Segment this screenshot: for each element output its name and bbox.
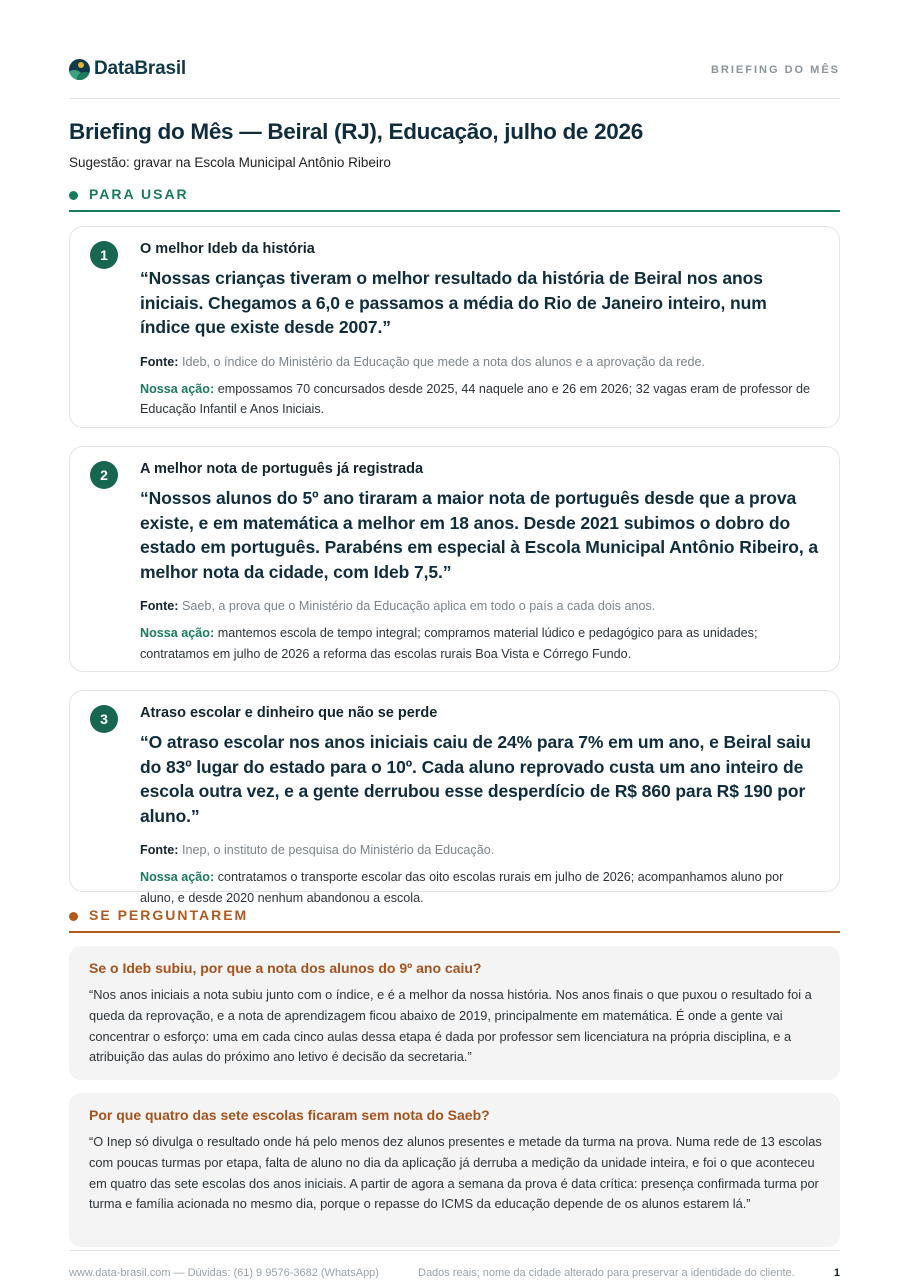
page-subtitle: Sugestão: gravar na Escola Municipal Antônio Ribeiro — [69, 155, 391, 170]
databrasil-logo-icon — [69, 59, 90, 80]
section-divider — [69, 931, 840, 933]
card-action: Nossa ação: mantemos escola de tempo integral; compramos material lúdico e pedagógico para as unidades; contratamos em julho de 2026 a reforma das escolas rurais Boa Vista e Córrego Fundo. — [140, 626, 758, 661]
qa-card — [69, 946, 840, 1080]
qa-question: Por que quatro das sete escolas ficaram sem nota do Saeb? — [89, 1107, 490, 1123]
card-heading: Atraso escolar e dinheiro que não se perde — [140, 705, 438, 721]
card-quote: “Nossas crianças tiveram o melhor resultado da história de Beiral nos anos iniciais. Chegamos a 6,0 e passamos a média do Rio de Janeiro inteiro, num índice que existe desde 2007.” — [140, 268, 767, 337]
footer-contact: www.data-brasil.com — Dúvidas: (61) 9 9576-3682 (WhatsApp) — [69, 1267, 379, 1279]
section-para-usar — [69, 186, 840, 212]
talking-point-card — [69, 226, 840, 428]
card-quote: “O atraso escolar nos anos iniciais caiu de 24% para 7% em um ano, e Beiral saiu do 83º lugar do estado para o 10º. Cada aluno reprovado custa um ano inteiro de escola outra vez, e a gente derrubou esse desperdício de R$ 860 para R$ 190 por aluno.” — [140, 732, 811, 826]
header-tag: BRIEFING DO MÊS — [710, 64, 840, 76]
section-label: SE PERGUNTAREM — [89, 907, 249, 923]
card-number-badge: 1 — [90, 241, 118, 269]
qa-card — [69, 1093, 840, 1247]
card-number-badge: 3 — [90, 705, 118, 733]
section-divider — [69, 210, 840, 212]
section-bullet-icon — [69, 191, 78, 200]
section-se-perguntarem — [69, 907, 840, 933]
footer-note: Dados reais; nome da cidade alterado para preservar a identidade do cliente. — [418, 1267, 795, 1279]
page-title: Briefing do Mês — Beiral (RJ), Educação, julho de 2026 — [69, 119, 643, 144]
card-heading: O melhor Ideb da história — [140, 241, 315, 257]
talking-point-card — [69, 446, 840, 672]
card-action: Nossa ação: empossamos 70 concursados desde 2025, 44 naquele ano e 26 em 2026; 32 vagas eram de professor de Educação Infantil e Anos Iniciais. — [140, 381, 811, 416]
qa-answer: “O Inep só divulga o resultado onde há pelo menos dez alunos presentes e metade da turma na prova. Numa rede de 13 escolas com poucas turmas por etapa, falta de aluno no dia da aplicação já derruba a medição da unidade inteira, e foi o que aconteceu em quatro das sete escolas dos anos iniciais. A partir de agora a semana da prova é data crítica: presença confirmada turma por turma e família acionada no mesmo dia, porque o repasse do ICMS da educação depende de os alunos estarem lá.” — [89, 1134, 822, 1212]
card-source: Fonte: Ideb, o índice do Ministério da Educação que mede a nota dos alunos e a aprovação da rede. — [140, 354, 705, 369]
card-source: Fonte: Saeb, a prova que o Ministério da Educação aplica em todo o país a cada dois anos. — [140, 599, 656, 613]
page-number: 1 — [833, 1267, 840, 1279]
card-heading: A melhor nota de português já registrada — [140, 461, 424, 477]
card-action: Nossa ação: contratamos o transporte escolar das oito escolas rurais em julho de 2026; acompanhamos aluno por aluno, e desde 2020 nenhum abandonou a escola. — [140, 870, 784, 905]
talking-point-card — [69, 690, 840, 905]
card-source: Fonte: Inep, o instituto de pesquisa do Ministério da Educação. — [140, 843, 495, 857]
qa-question: Se o Ideb subiu, por que a nota dos alunos do 9º ano caiu? — [89, 960, 482, 976]
qa-answer: “Nos anos iniciais a nota subiu junto com o índice, e é a melhor da nossa história. Nos anos finais o que puxou o resultado foi a queda da reprovação, e a nota de aprendizagem ficou abaixo de 2019, principalmente em matemática. É onde a gente vai concentrar o esforço: uma em cada cinco aulas dessa etapa é dada por professor sem licenciatura na própria disciplina, e a atribuição das aulas do próximo ano letivo é decisão da secretaria.” — [89, 987, 812, 1065]
brand-name: DataBrasil — [94, 58, 186, 79]
section-label: PARA USAR — [89, 186, 189, 202]
page-header — [69, 56, 840, 99]
brand-logo — [69, 58, 186, 80]
page-footer — [69, 1250, 840, 1287]
card-number-badge: 2 — [90, 461, 118, 489]
section-bullet-icon — [69, 912, 78, 921]
card-quote: “Nossos alunos do 5º ano tiraram a maior nota de português desde que a prova existe, e em matemática a melhor em 18 anos. Desde 2021 subimos o dobro do estado em português. Parabéns em especial à Escola Municipal Antônio Ribeiro, a melhor nota da cidade, com Ideb 7,5.” — [140, 488, 819, 582]
